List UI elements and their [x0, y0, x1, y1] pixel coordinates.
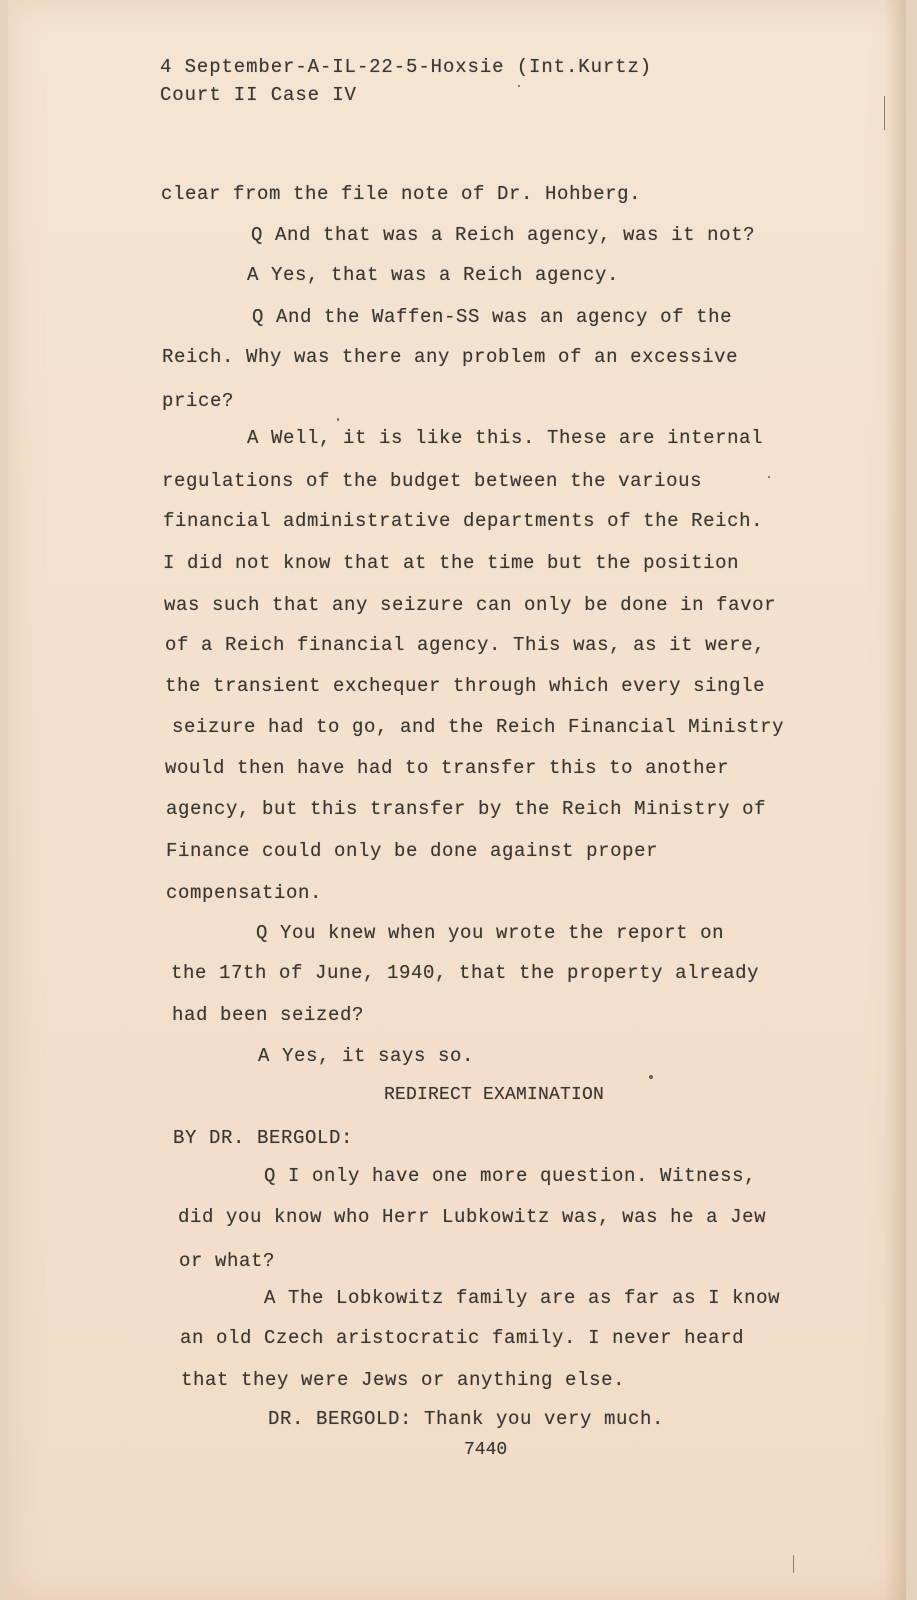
text-line: DR. BERGOLD: Thank you very much. [268, 1408, 665, 1430]
text-line: clear from the file note of Dr. Hohberg. [161, 183, 642, 205]
text-line: A Yes, it says so. [258, 1045, 475, 1067]
text-line: Finance could only be done against proper [166, 840, 659, 862]
document-page [8, 0, 906, 1600]
text-line: Q And the Waffen-SS was an agency of the [252, 306, 733, 328]
text-line: the 17th of June, 1940, that the property already [171, 962, 760, 984]
text-line: Q And that was a Reich agency, was it not? [251, 224, 756, 246]
section-heading: REDIRECT EXAMINATION [384, 1085, 605, 1105]
text-line: A Well, it is like this. These are internal [247, 427, 764, 449]
text-line: compensation. [166, 882, 323, 904]
text-line: A The Lobkowitz family are as far as I know [264, 1287, 781, 1309]
ink-speck [518, 85, 520, 87]
text-line: the transient exchequer through which every single [165, 675, 766, 697]
text-line: Reich. Why was there any problem of an excessive [162, 346, 739, 368]
text-line: that they were Jews or anything else. [181, 1369, 626, 1391]
ink-speck [337, 418, 339, 421]
header-line-2: Court II Case IV [160, 84, 357, 106]
text-line: Q You knew when you wrote the report on [256, 922, 725, 944]
text-line: I did not know that at the time but the position [163, 552, 740, 574]
text-line: would then have had to transfer this to another [165, 757, 730, 779]
page-edge-shadow [884, 0, 906, 1600]
text-line: Q I only have one more question. Witness, [264, 1165, 757, 1187]
text-line: or what? [179, 1250, 276, 1272]
header-line-1: 4 September-A-IL-22-5-Hoxsie (Int.Kurtz) [160, 56, 653, 78]
text-line: BY DR. BERGOLD: [173, 1127, 354, 1149]
text-line: was such that any seizure can only be done in favor [164, 594, 777, 616]
paper-crease-mark [884, 96, 885, 130]
ink-speck [649, 1075, 653, 1079]
text-line: had been seized? [172, 1004, 365, 1026]
page-number: 7440 [464, 1440, 508, 1460]
text-line: regulations of the budget between the various [162, 470, 703, 492]
text-line: price? [162, 390, 235, 412]
text-line: A Yes, that was a Reich agency. [247, 264, 620, 286]
text-line: agency, but this transfer by the Reich Ministry of [166, 798, 767, 820]
text-line: seizure had to go, and the Reich Financial Ministry [172, 716, 785, 738]
text-line: financial administrative departments of the Reich. [163, 510, 764, 532]
ink-speck [768, 476, 770, 478]
text-line: of a Reich financial agency. This was, as it were, [165, 634, 766, 656]
text-line: an old Czech aristocratic family. I never heard [180, 1327, 745, 1349]
paper-crease-mark [793, 1555, 794, 1573]
text-line: did you know who Herr Lubkowitz was, was he a Jew [178, 1206, 767, 1228]
